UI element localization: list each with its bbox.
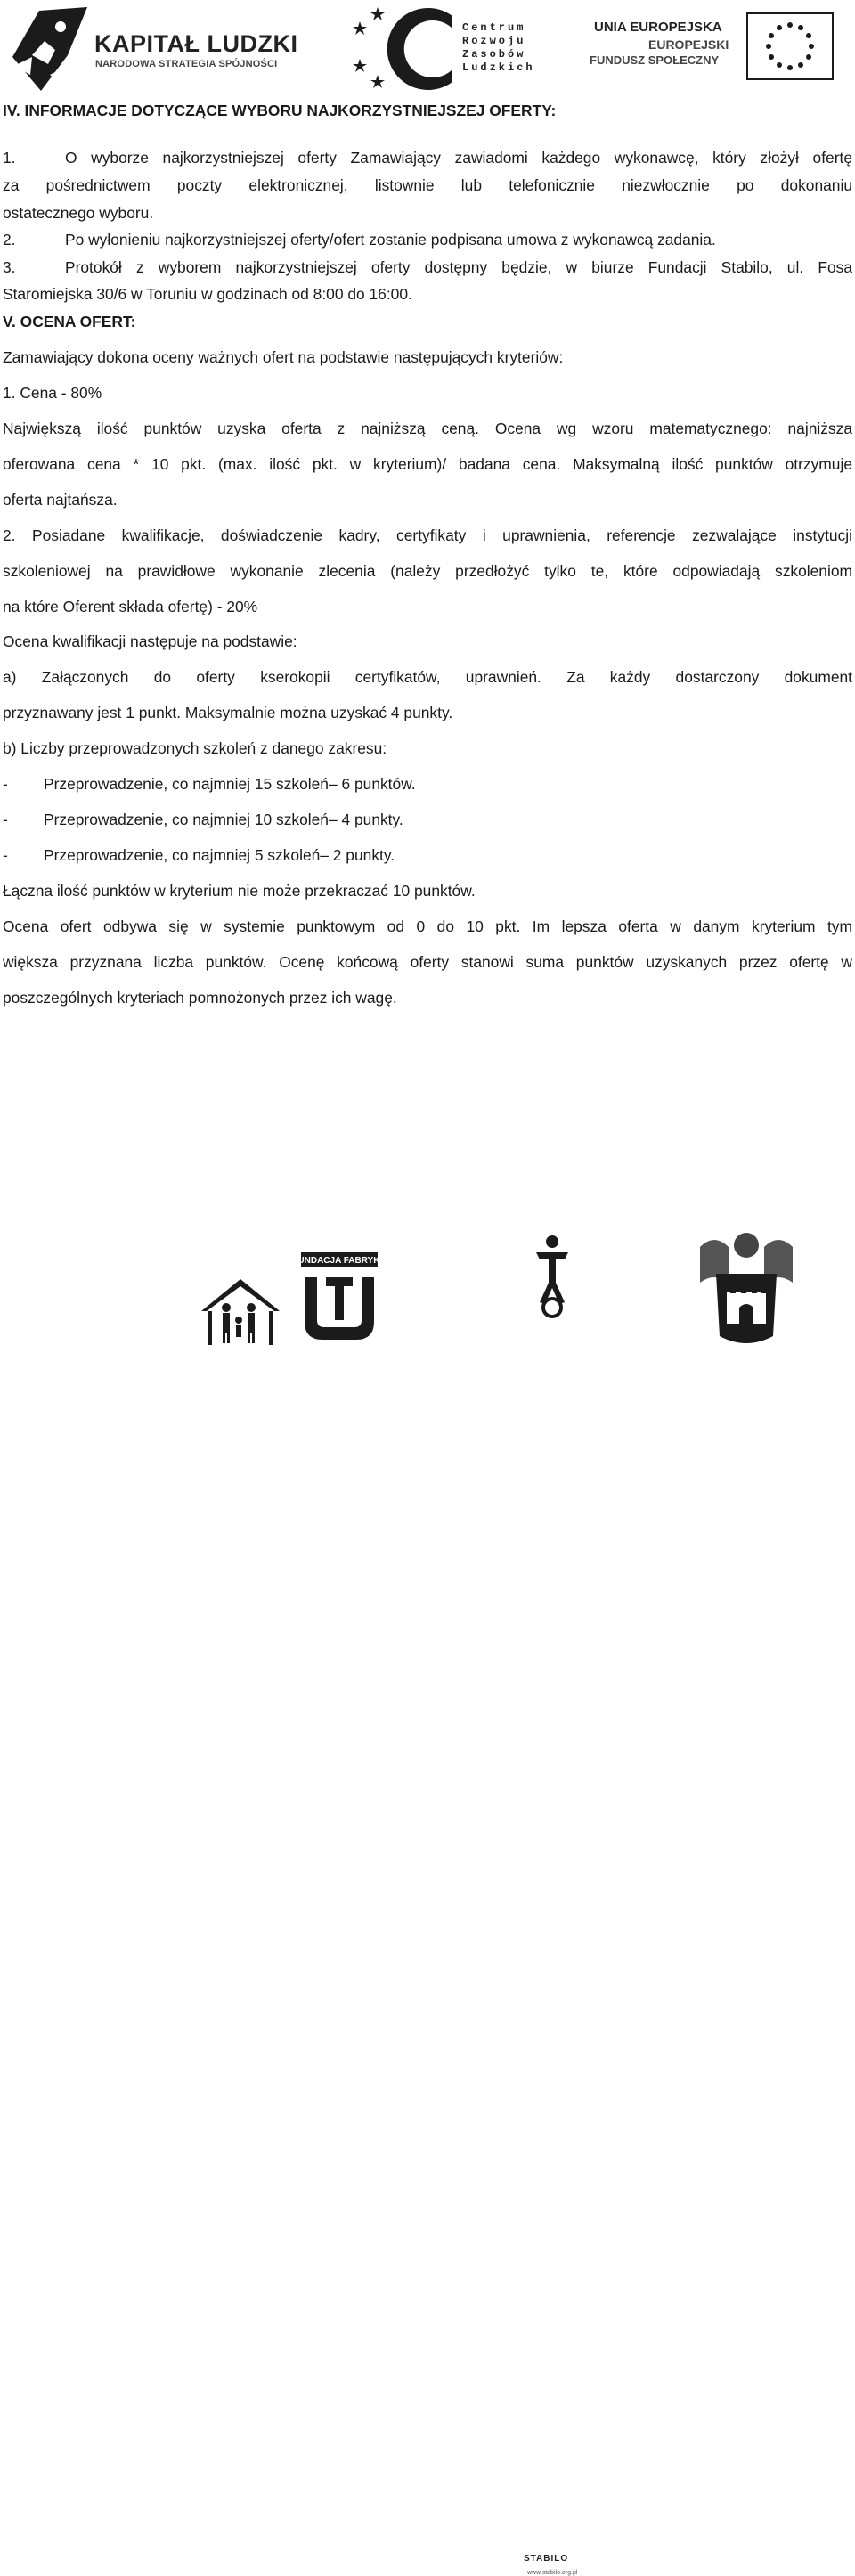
bullet-item [3, 810, 852, 829]
criterion-2-line-1: 2. Posiadane kwalifikacje, doświadczenie kadry, certyfikaty i uprawnienia, referencje zezwalające instytucji [3, 526, 852, 544]
section-4-heading: IV. INFORMACJE DOTYCZĄCE WYBORU NAJKORZYSTNIEJSZEJ OFERTY: [3, 102, 557, 119]
section-5-intro: Zamawiający dokona oceny ważnych ofert na podstawie następujących kryteriów: [3, 348, 564, 366]
torun-coat-of-arms-logo [696, 1229, 796, 1350]
ue-line-3: FUNDUSZ SPOŁECZNY [590, 53, 720, 67]
ue-title: UNIA EUROPEJSKA [594, 20, 722, 35]
bullet-text: Przeprowadzenie, co najmniej 15 szkoleń– 6 punktów. [44, 775, 416, 793]
kapital-ludzki-title: KAPITAŁ LUDZKI [94, 30, 298, 57]
svg-text:FUNDACJA FABRYKA: FUNDACJA FABRYKA [292, 1256, 387, 1266]
eu-flag-logo [746, 12, 834, 80]
fundacja-fabryka-utu-logo [292, 1251, 387, 1349]
bullet-dash: - [3, 811, 8, 828]
stabilo-logo [531, 1233, 574, 1322]
bullet-item [3, 845, 852, 865]
crzl-line-2: Rozwoju [462, 35, 526, 47]
item-1-number: 1. [3, 149, 16, 167]
item-3-text-1: Protokół z wyborem najkorzystniejszej oferty dostępny będzie, w biurze Fundacji Stabilo, ul. Fosa [65, 258, 852, 276]
item-2-number: 2. [3, 231, 16, 249]
criterion-2-a-line-1: a) Załączonych do oferty kserokopii certyfikatów, uprawnień. Za każdy dostarczony dokument [3, 668, 852, 686]
kapital-ludzki-logo [5, 4, 91, 93]
header-logos [0, 0, 855, 98]
item-1-line-1 [3, 148, 852, 167]
family-house-logo [198, 1276, 283, 1347]
bullet-dash: - [3, 846, 8, 864]
item-1-line-3: ostatecznego wyboru. [3, 204, 154, 222]
criterion-1-line-1: Największą ilość punktów uzyska oferta z najniższą ceną. Ocena wg wzoru matematycznego: najniższa [3, 420, 852, 437]
stabilo-label: STABILO [524, 2554, 569, 2564]
item-1-line-2: za pośrednictwem poczty elektronicznej, listownie lub telefonicznie niezwłocznie po dokonaniu [3, 176, 852, 194]
item-3-line-1 [3, 257, 852, 277]
item-1-text-1: O wyborze najkorzystniejszej oferty Zamawiający zawiadomi każdego wykonawcę, który złożył ofertę [65, 149, 852, 167]
criterion-2-line-3: na które Oferent składa ofertę) - 20% [3, 598, 258, 615]
criterion-1-title: 1. Cena - 80% [3, 384, 102, 402]
crzl-line-3: Zasobów [462, 48, 526, 61]
item-3-number: 3. [3, 258, 16, 276]
item-3-line-2: Staromiejska 30/6 w Toruniu w godzinach od 8:00 do 16:00. [3, 285, 412, 303]
bullet-text: Przeprowadzenie, co najmniej 5 szkoleń– 2 punkty. [44, 846, 395, 864]
ue-line-2: EUROPEJSKI [648, 37, 729, 52]
criterion-1-line-3: oferta najtańsza. [3, 491, 118, 509]
criterion-2-max-note: Łączna ilość punktów w kryterium nie może przekraczać 10 punktów. [3, 882, 476, 900]
bullet-item [3, 774, 852, 794]
bullet-text: Przeprowadzenie, co najmniej 10 szkoleń– 4 punkty. [44, 811, 403, 828]
item-2-line [3, 230, 852, 249]
crzl-line-1: Centrum [462, 21, 526, 34]
summary-line-2: większa przyznana liczba punktów. Ocenę końcową oferty stanowi suma punktów uzyskanych przez ofertę w [3, 953, 852, 971]
criterion-2-basis: Ocena kwalifikacji następuje na podstawie: [3, 632, 297, 650]
crzl-line-4: Ludzkich [462, 61, 535, 74]
kapital-ludzki-subtitle: NARODOWA STRATEGIA SPÓJNOŚCI [95, 59, 278, 69]
criterion-2-b-line: b) Liczby przeprowadzonych szkoleń z danego zakresu: [3, 739, 387, 757]
summary-line-3: poszczególnych kryteriach pomnożonych przez ich wagę. [3, 989, 397, 1007]
crzl-logo [353, 5, 456, 93]
section-5-heading: V. OCENA OFERT: [3, 313, 136, 330]
criterion-2-a-line-2: przyznawany jest 1 punkt. Maksymalnie można uzyskać 4 punkty. [3, 704, 453, 721]
item-2-text: Po wyłonieniu najkorzystniejszej oferty/ofert zostanie podpisana umowa z wykonawcą zadania. [65, 231, 716, 249]
footer-logos [0, 1229, 855, 2576]
criterion-2-line-2: szkoleniowej na prawidłowe wykonanie zlecenia (należy przedłożyć tylko te, które odpowiadają szkoleniom [3, 562, 852, 580]
bullet-dash: - [3, 775, 8, 793]
stabilo-url: www.stabilo.org.pl [527, 2570, 578, 2576]
summary-line-1: Ocena ofert odbywa się w systemie punktowym od 0 do 10 pkt. Im lepsza oferta w danym kryterium tym [3, 917, 852, 935]
criterion-1-line-2: oferowana cena * 10 pkt. (max. ilość pkt. w kryterium)/ badana cena. Maksymalną ilość punktów otrzymuje [3, 455, 852, 473]
